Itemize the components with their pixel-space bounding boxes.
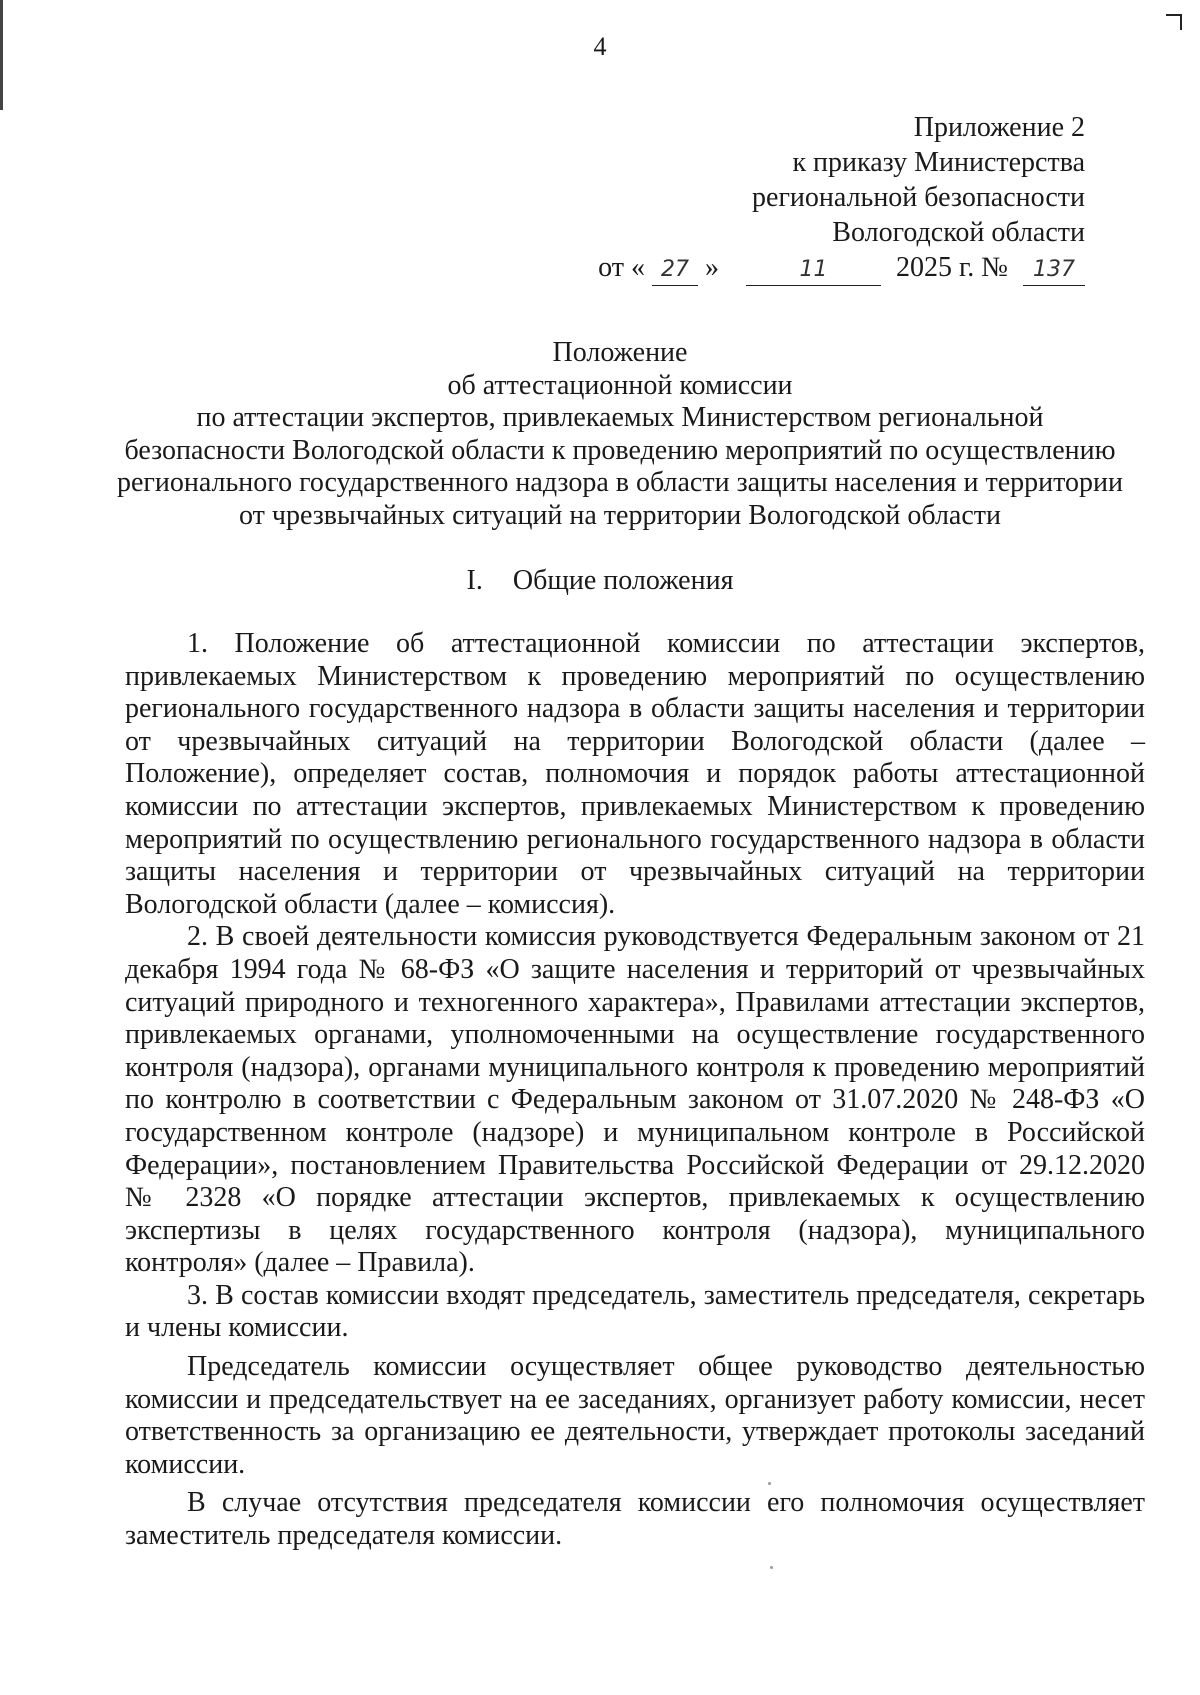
- order-number-handwritten: 137: [1023, 255, 1085, 286]
- paragraph-5: В случае отсутствия председателя комиссии его полномочия осуществляет заместитель председателя комиссии.: [125, 1487, 1145, 1552]
- date-year: 2025 г. №: [895, 252, 1008, 283]
- paragraph-1: 1. Положение об аттестационной комиссии по аттестации экспертов, привлекаемых Министерством к проведению мероприятий по осуществлению регионального государственного надзора в области защиты населения и территории от чрезвычайных ситуаций на территории Вологодской области (далее – Положение), определяет состав, полномочия и порядок работы аттестационной комиссии по аттестации экспертов, привлекаемых Министерством к проведению мероприятий по осуществлению регионального государственного надзора в области защиты населения и территории от чрезвычайных ситуаций на территории Вологодской области (далее – комиссия).: [125, 628, 1145, 920]
- paragraph-4: Председатель комиссии осуществляет общее руководство деятельностью комиссии и председательствует на ее заседаниях, организует работу комиссии, несет ответственность за организацию ее деятельности, утверждает протоколы заседаний комиссии.: [125, 1351, 1145, 1480]
- title-line-6: от чрезвычайных ситуаций на территории Вологодской области: [239, 499, 1001, 531]
- date-day-handwritten: 27: [652, 255, 698, 286]
- date-prefix: от «: [598, 252, 645, 283]
- date-month-handwritten: 11: [746, 255, 881, 286]
- title-line-3: по аттестации экспертов, привлекаемых Министерством региональной: [196, 402, 1044, 433]
- section-roman-numeral: I.: [466, 565, 483, 596]
- section-heading-text: Общие положения: [512, 565, 734, 596]
- title-line-1: Положение: [552, 337, 688, 368]
- scan-speck: [768, 1482, 771, 1485]
- title-line-5: регионального государственного надзора в области защиты населения и территории: [117, 467, 1123, 498]
- appendix-line-4: Вологодской области: [832, 217, 1085, 248]
- document-title: [100, 337, 1140, 532]
- appendix-line-1: Приложение 2: [913, 112, 1085, 143]
- page-number: 4: [593, 32, 607, 61]
- paragraph-3: 3. В состав комиссии входят председатель, заместитель председателя, секретарь и члены комиссии.: [125, 1279, 1145, 1344]
- section-heading: [0, 564, 1200, 598]
- corner-crop-mark: [1166, 14, 1182, 30]
- date-quote-close: »: [704, 252, 719, 283]
- appendix-line-3: региональной безопасности: [752, 182, 1085, 213]
- scan-speck: [770, 1566, 773, 1569]
- document-body: [125, 628, 1145, 1553]
- title-line-4: безопасности Вологодской области к проведению мероприятий по осуществлению: [124, 434, 1116, 466]
- appendix-line-2: к приказу Министерства: [792, 147, 1085, 178]
- appendix-date-line: [598, 250, 1085, 286]
- paragraph-2: 2. В своей деятельности комиссия руководствуется Федеральным законом от 21 декабря 1994 года № 68-ФЗ «О защите населения и территорий от чрезвычайных ситуаций природного и техногенного характера», Правилами аттестации экспертов, привлекаемых органами, уполномоченными на осуществление государственного контроля (надзора), органами муниципального контроля к проведению мероприятий по контролю в соответствии с Федеральным законом от 31.07.2020 № 248-ФЗ «О государственном контроле (надзоре) и муниципальном контроле в Российской Федерации», постановлением Правительства Российской Федерации от 29.12.2020 № 2328 «О порядке аттестации экспертов, привлекаемых к осуществлению экспертизы в целях государственного контроля (надзора), муниципального контроля» (далее – Правила).: [125, 921, 1145, 1279]
- appendix-header: [598, 110, 1085, 286]
- title-line-2: об аттестационной комиссии: [447, 369, 793, 401]
